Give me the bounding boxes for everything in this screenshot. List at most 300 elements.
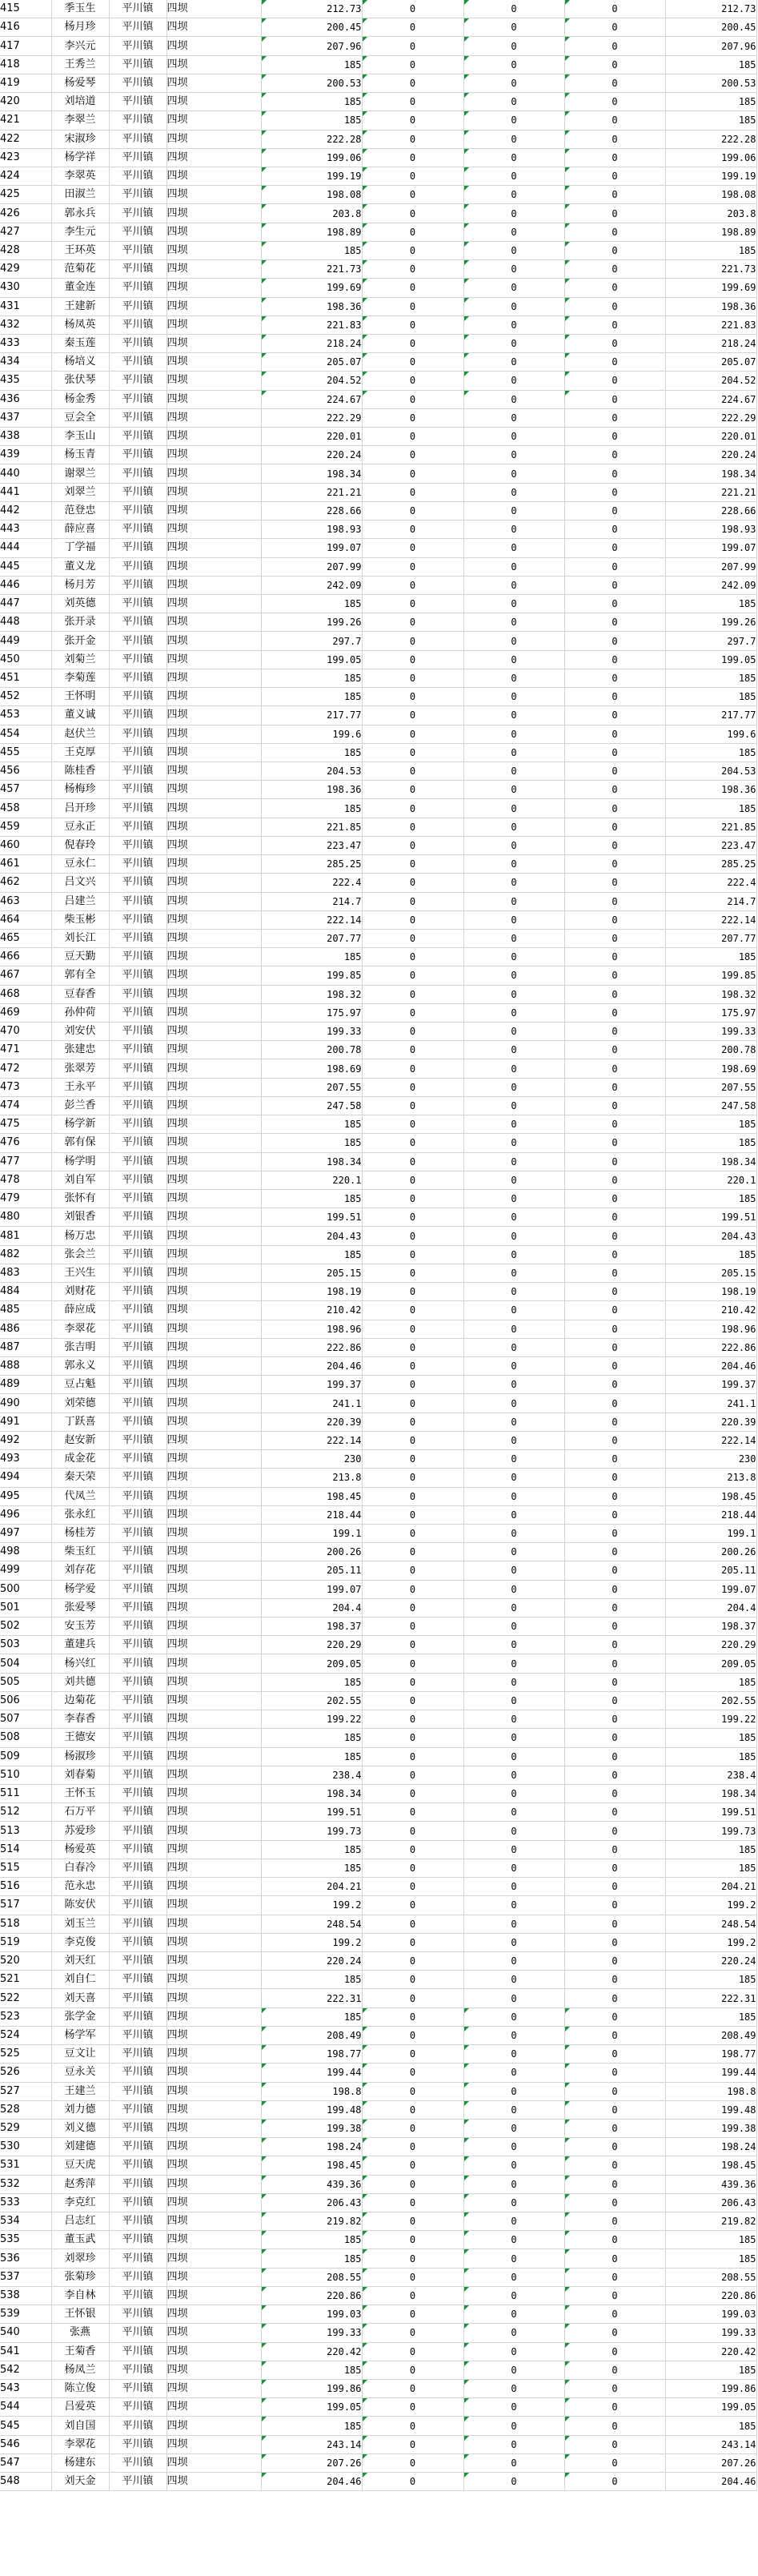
name-cell[interactable]: 刘义德 xyxy=(51,2119,109,2137)
zero-cell-3[interactable]: 0 xyxy=(564,1524,665,1542)
village-cell[interactable]: 四坝 xyxy=(166,2249,261,2268)
zero-cell-3[interactable]: 0 xyxy=(564,260,665,279)
total-cell[interactable]: 200.78 xyxy=(665,1041,756,1059)
village-cell[interactable]: 四坝 xyxy=(166,762,261,780)
town-cell[interactable]: 平川镇 xyxy=(109,669,166,687)
name-cell[interactable]: 孙仲荷 xyxy=(51,1003,109,1022)
zero-cell-2[interactable]: 0 xyxy=(463,2268,564,2286)
zero-cell-2[interactable]: 0 xyxy=(463,892,564,910)
village-cell[interactable]: 四坝 xyxy=(166,74,261,92)
village-cell[interactable]: 四坝 xyxy=(166,2435,261,2453)
town-cell[interactable]: 平川镇 xyxy=(109,2398,166,2417)
zero-cell-3[interactable]: 0 xyxy=(564,2249,665,2268)
total-cell[interactable]: 199.07 xyxy=(665,539,756,557)
zero-cell-1[interactable]: 0 xyxy=(362,2380,463,2398)
name-cell[interactable]: 杨学祥 xyxy=(51,148,109,167)
name-cell[interactable]: 李翠花 xyxy=(51,1320,109,1338)
village-cell[interactable]: 四坝 xyxy=(166,1505,261,1524)
name-cell[interactable]: 豆天虎 xyxy=(51,2156,109,2175)
village-cell[interactable]: 四坝 xyxy=(166,520,261,539)
amount-cell[interactable]: 198.19 xyxy=(261,1283,362,1301)
amount-cell[interactable]: 199.07 xyxy=(261,1580,362,1598)
town-cell[interactable]: 平川镇 xyxy=(109,1096,166,1115)
zero-cell-2[interactable]: 0 xyxy=(463,334,564,352)
name-cell[interactable]: 刘翠兰 xyxy=(51,483,109,501)
town-cell[interactable]: 平川镇 xyxy=(109,1041,166,1059)
name-cell[interactable]: 杨培义 xyxy=(51,353,109,372)
name-cell[interactable]: 豆文让 xyxy=(51,2045,109,2064)
amount-cell[interactable]: 198.34 xyxy=(261,1152,362,1171)
zero-cell-3[interactable]: 0 xyxy=(564,1487,665,1505)
amount-cell[interactable]: 205.07 xyxy=(261,353,362,372)
zero-cell-1[interactable]: 0 xyxy=(362,2064,463,2082)
zero-cell-2[interactable]: 0 xyxy=(463,632,564,650)
village-cell[interactable]: 四坝 xyxy=(166,0,261,18)
zero-cell-3[interactable]: 0 xyxy=(564,1190,665,1208)
row-number-cell[interactable]: 529 xyxy=(0,2119,51,2137)
zero-cell-2[interactable]: 0 xyxy=(463,372,564,390)
town-cell[interactable]: 平川镇 xyxy=(109,1618,166,1636)
town-cell[interactable]: 平川镇 xyxy=(109,2212,166,2231)
total-cell[interactable]: 207.99 xyxy=(665,557,756,576)
zero-cell-3[interactable]: 0 xyxy=(564,967,665,985)
total-cell[interactable]: 185 xyxy=(665,799,756,818)
zero-cell-1[interactable]: 0 xyxy=(362,2193,463,2212)
total-cell[interactable]: 199.73 xyxy=(665,1822,756,1840)
zero-cell-2[interactable]: 0 xyxy=(463,557,564,576)
zero-cell-2[interactable]: 0 xyxy=(463,2138,564,2156)
town-cell[interactable]: 平川镇 xyxy=(109,781,166,799)
village-cell[interactable]: 四坝 xyxy=(166,372,261,390)
zero-cell-3[interactable]: 0 xyxy=(564,1041,665,1059)
row-number-cell[interactable]: 504 xyxy=(0,1654,51,1673)
zero-cell-2[interactable]: 0 xyxy=(463,874,564,892)
row-number-cell[interactable]: 532 xyxy=(0,2175,51,2193)
zero-cell-3[interactable]: 0 xyxy=(564,1933,665,1951)
name-cell[interactable]: 安玉芳 xyxy=(51,1618,109,1636)
town-cell[interactable]: 平川镇 xyxy=(109,148,166,167)
zero-cell-1[interactable]: 0 xyxy=(362,74,463,92)
village-cell[interactable]: 四坝 xyxy=(166,260,261,279)
name-cell[interactable]: 王永平 xyxy=(51,1078,109,1096)
town-cell[interactable]: 平川镇 xyxy=(109,2026,166,2044)
total-cell[interactable]: 208.49 xyxy=(665,2026,756,2044)
zero-cell-2[interactable]: 0 xyxy=(463,818,564,836)
village-cell[interactable]: 四坝 xyxy=(166,1654,261,1673)
zero-cell-2[interactable]: 0 xyxy=(463,1245,564,1264)
zero-cell-3[interactable]: 0 xyxy=(564,18,665,37)
zero-cell-2[interactable]: 0 xyxy=(463,1543,564,1561)
village-cell[interactable]: 四坝 xyxy=(166,2380,261,2398)
zero-cell-1[interactable]: 0 xyxy=(362,1115,463,1134)
zero-cell-1[interactable]: 0 xyxy=(362,1859,463,1877)
total-cell[interactable]: 175.97 xyxy=(665,1003,756,1022)
zero-cell-2[interactable]: 0 xyxy=(463,167,564,185)
zero-cell-3[interactable]: 0 xyxy=(564,576,665,594)
total-cell[interactable]: 198.24 xyxy=(665,2138,756,2156)
zero-cell-2[interactable]: 0 xyxy=(463,428,564,446)
name-cell[interactable]: 董义龙 xyxy=(51,557,109,576)
name-cell[interactable]: 杨月芳 xyxy=(51,576,109,594)
row-number-cell[interactable]: 524 xyxy=(0,2026,51,2044)
total-cell[interactable]: 199.05 xyxy=(665,650,756,669)
town-cell[interactable]: 平川镇 xyxy=(109,0,166,18)
zero-cell-2[interactable]: 0 xyxy=(463,1190,564,1208)
amount-cell[interactable]: 175.97 xyxy=(261,1003,362,1022)
name-cell[interactable]: 田淑兰 xyxy=(51,186,109,204)
zero-cell-1[interactable]: 0 xyxy=(362,1450,463,1469)
total-cell[interactable]: 218.44 xyxy=(665,1505,756,1524)
town-cell[interactable]: 平川镇 xyxy=(109,1376,166,1394)
zero-cell-2[interactable]: 0 xyxy=(463,1915,564,1933)
name-cell[interactable]: 秦天荣 xyxy=(51,1469,109,1487)
village-cell[interactable]: 四坝 xyxy=(166,18,261,37)
town-cell[interactable]: 平川镇 xyxy=(109,1822,166,1840)
amount-cell[interactable]: 185 xyxy=(261,2417,362,2435)
village-cell[interactable]: 四坝 xyxy=(166,334,261,352)
town-cell[interactable]: 平川镇 xyxy=(109,93,166,111)
row-number-cell[interactable]: 547 xyxy=(0,2453,51,2472)
total-cell[interactable]: 198.34 xyxy=(665,464,756,483)
zero-cell-1[interactable]: 0 xyxy=(362,2249,463,2268)
amount-cell[interactable]: 185 xyxy=(261,1747,362,1766)
name-cell[interactable]: 刘共德 xyxy=(51,1673,109,1691)
amount-cell[interactable]: 185 xyxy=(261,743,362,762)
row-number-cell[interactable]: 510 xyxy=(0,1766,51,1784)
zero-cell-1[interactable]: 0 xyxy=(362,706,463,725)
zero-cell-3[interactable]: 0 xyxy=(564,1561,665,1580)
row-number-cell[interactable]: 451 xyxy=(0,669,51,687)
row-number-cell[interactable]: 476 xyxy=(0,1134,51,1152)
town-cell[interactable]: 平川镇 xyxy=(109,2342,166,2361)
name-cell[interactable]: 李春香 xyxy=(51,1710,109,1729)
zero-cell-1[interactable]: 0 xyxy=(362,2007,463,2026)
zero-cell-1[interactable]: 0 xyxy=(362,1245,463,1264)
zero-cell-1[interactable]: 0 xyxy=(362,1394,463,1413)
zero-cell-2[interactable]: 0 xyxy=(463,669,564,687)
zero-cell-3[interactable]: 0 xyxy=(564,2380,665,2398)
name-cell[interactable]: 刘荣德 xyxy=(51,1394,109,1413)
zero-cell-1[interactable]: 0 xyxy=(362,37,463,55)
zero-cell-1[interactable]: 0 xyxy=(362,1041,463,1059)
total-cell[interactable]: 198.32 xyxy=(665,985,756,1003)
zero-cell-1[interactable]: 0 xyxy=(362,1561,463,1580)
total-cell[interactable]: 202.55 xyxy=(665,1691,756,1710)
town-cell[interactable]: 平川镇 xyxy=(109,279,166,297)
name-cell[interactable]: 郭有全 xyxy=(51,967,109,985)
zero-cell-3[interactable]: 0 xyxy=(564,279,665,297)
row-number-cell[interactable]: 502 xyxy=(0,1618,51,1636)
row-number-cell[interactable]: 419 xyxy=(0,74,51,92)
town-cell[interactable]: 平川镇 xyxy=(109,892,166,910)
total-cell[interactable]: 185 xyxy=(665,2361,756,2379)
row-number-cell[interactable]: 485 xyxy=(0,1301,51,1320)
zero-cell-3[interactable]: 0 xyxy=(564,2026,665,2044)
total-cell[interactable]: 198.45 xyxy=(665,2156,756,2175)
row-number-cell[interactable]: 516 xyxy=(0,1878,51,1896)
amount-cell[interactable]: 198.37 xyxy=(261,1618,362,1636)
zero-cell-1[interactable]: 0 xyxy=(362,501,463,520)
zero-cell-3[interactable]: 0 xyxy=(564,446,665,464)
zero-cell-1[interactable]: 0 xyxy=(362,2286,463,2305)
name-cell[interactable]: 王怀明 xyxy=(51,688,109,706)
total-cell[interactable]: 199.05 xyxy=(665,2398,756,2417)
village-cell[interactable]: 四坝 xyxy=(166,1431,261,1449)
zero-cell-3[interactable]: 0 xyxy=(564,2212,665,2231)
zero-cell-1[interactable]: 0 xyxy=(362,1878,463,1896)
amount-cell[interactable]: 210.42 xyxy=(261,1301,362,1320)
zero-cell-1[interactable]: 0 xyxy=(362,1134,463,1152)
zero-cell-3[interactable]: 0 xyxy=(564,985,665,1003)
zero-cell-3[interactable]: 0 xyxy=(564,1301,665,1320)
row-number-cell[interactable]: 464 xyxy=(0,910,51,929)
zero-cell-2[interactable]: 0 xyxy=(463,2193,564,2212)
zero-cell-2[interactable]: 0 xyxy=(463,1580,564,1598)
village-cell[interactable]: 四坝 xyxy=(166,1878,261,1896)
amount-cell[interactable]: 297.7 xyxy=(261,632,362,650)
zero-cell-1[interactable]: 0 xyxy=(362,353,463,372)
village-cell[interactable]: 四坝 xyxy=(166,1487,261,1505)
zero-cell-2[interactable]: 0 xyxy=(463,18,564,37)
town-cell[interactable]: 平川镇 xyxy=(109,1691,166,1710)
zero-cell-2[interactable]: 0 xyxy=(463,799,564,818)
name-cell[interactable]: 赵秀萍 xyxy=(51,2175,109,2193)
row-number-cell[interactable]: 499 xyxy=(0,1561,51,1580)
name-cell[interactable]: 刘天红 xyxy=(51,1951,109,1970)
town-cell[interactable]: 平川镇 xyxy=(109,130,166,148)
row-number-cell[interactable]: 455 xyxy=(0,743,51,762)
town-cell[interactable]: 平川镇 xyxy=(109,1338,166,1356)
village-cell[interactable]: 四坝 xyxy=(166,1729,261,1747)
village-cell[interactable]: 四坝 xyxy=(166,2268,261,2286)
row-number-cell[interactable]: 538 xyxy=(0,2286,51,2305)
row-number-cell[interactable]: 452 xyxy=(0,688,51,706)
village-cell[interactable]: 四坝 xyxy=(166,1896,261,1915)
zero-cell-3[interactable]: 0 xyxy=(564,1356,665,1375)
zero-cell-2[interactable]: 0 xyxy=(463,260,564,279)
row-number-cell[interactable]: 465 xyxy=(0,929,51,947)
amount-cell[interactable]: 199.26 xyxy=(261,613,362,632)
zero-cell-1[interactable]: 0 xyxy=(362,910,463,929)
name-cell[interactable]: 豆永仁 xyxy=(51,855,109,874)
amount-cell[interactable]: 204.21 xyxy=(261,1878,362,1896)
town-cell[interactable]: 平川镇 xyxy=(109,2473,166,2491)
town-cell[interactable]: 平川镇 xyxy=(109,539,166,557)
total-cell[interactable]: 204.21 xyxy=(665,1878,756,1896)
town-cell[interactable]: 平川镇 xyxy=(109,2286,166,2305)
zero-cell-1[interactable]: 0 xyxy=(362,557,463,576)
row-number-cell[interactable]: 436 xyxy=(0,390,51,408)
zero-cell-2[interactable]: 0 xyxy=(463,688,564,706)
town-cell[interactable]: 平川镇 xyxy=(109,2453,166,2472)
total-cell[interactable]: 205.07 xyxy=(665,353,756,372)
row-number-cell[interactable]: 445 xyxy=(0,557,51,576)
village-cell[interactable]: 四坝 xyxy=(166,1115,261,1134)
village-cell[interactable]: 四坝 xyxy=(166,1245,261,1264)
amount-cell[interactable]: 207.77 xyxy=(261,929,362,947)
row-number-cell[interactable]: 442 xyxy=(0,501,51,520)
total-cell[interactable]: 185 xyxy=(665,1840,756,1859)
row-number-cell[interactable]: 542 xyxy=(0,2361,51,2379)
name-cell[interactable]: 吕志红 xyxy=(51,2212,109,2231)
zero-cell-1[interactable]: 0 xyxy=(362,1618,463,1636)
town-cell[interactable]: 平川镇 xyxy=(109,1190,166,1208)
amount-cell[interactable]: 199.03 xyxy=(261,2305,362,2324)
zero-cell-3[interactable]: 0 xyxy=(564,1580,665,1598)
zero-cell-1[interactable]: 0 xyxy=(362,743,463,762)
row-number-cell[interactable]: 474 xyxy=(0,1096,51,1115)
village-cell[interactable]: 四坝 xyxy=(166,650,261,669)
total-cell[interactable]: 213.8 xyxy=(665,1469,756,1487)
village-cell[interactable]: 四坝 xyxy=(166,1543,261,1561)
total-cell[interactable]: 200.26 xyxy=(665,1543,756,1561)
village-cell[interactable]: 四坝 xyxy=(166,539,261,557)
village-cell[interactable]: 四坝 xyxy=(166,855,261,874)
name-cell[interactable]: 刘安伏 xyxy=(51,1023,109,1041)
row-number-cell[interactable]: 507 xyxy=(0,1710,51,1729)
village-cell[interactable]: 四坝 xyxy=(166,2398,261,2417)
town-cell[interactable]: 平川镇 xyxy=(109,1766,166,1784)
total-cell[interactable]: 241.1 xyxy=(665,1394,756,1413)
total-cell[interactable]: 439.36 xyxy=(665,2175,756,2193)
village-cell[interactable]: 四坝 xyxy=(166,557,261,576)
row-number-cell[interactable]: 483 xyxy=(0,1264,51,1282)
row-number-cell[interactable]: 480 xyxy=(0,1208,51,1227)
total-cell[interactable]: 204.46 xyxy=(665,1356,756,1375)
total-cell[interactable]: 224.67 xyxy=(665,390,756,408)
total-cell[interactable]: 198.69 xyxy=(665,1059,756,1078)
zero-cell-2[interactable]: 0 xyxy=(463,1487,564,1505)
zero-cell-2[interactable]: 0 xyxy=(463,241,564,259)
row-number-cell[interactable]: 463 xyxy=(0,892,51,910)
name-cell[interactable]: 李自林 xyxy=(51,2286,109,2305)
amount-cell[interactable]: 199.48 xyxy=(261,2100,362,2119)
row-number-cell[interactable]: 466 xyxy=(0,948,51,967)
name-cell[interactable]: 范菊花 xyxy=(51,260,109,279)
zero-cell-2[interactable]: 0 xyxy=(463,1618,564,1636)
zero-cell-2[interactable]: 0 xyxy=(463,1636,564,1654)
name-cell[interactable]: 张爱琴 xyxy=(51,1598,109,1617)
zero-cell-1[interactable]: 0 xyxy=(362,2268,463,2286)
name-cell[interactable]: 李克红 xyxy=(51,2193,109,2212)
name-cell[interactable]: 杨爱琴 xyxy=(51,74,109,92)
name-cell[interactable]: 柴玉红 xyxy=(51,1543,109,1561)
zero-cell-2[interactable]: 0 xyxy=(463,1264,564,1282)
town-cell[interactable]: 平川镇 xyxy=(109,1747,166,1766)
name-cell[interactable]: 刘翠珍 xyxy=(51,2249,109,2268)
name-cell[interactable]: 张燕 xyxy=(51,2324,109,2342)
zero-cell-3[interactable]: 0 xyxy=(564,2064,665,2082)
zero-cell-3[interactable]: 0 xyxy=(564,632,665,650)
town-cell[interactable]: 平川镇 xyxy=(109,855,166,874)
town-cell[interactable]: 平川镇 xyxy=(109,446,166,464)
zero-cell-3[interactable]: 0 xyxy=(564,818,665,836)
name-cell[interactable]: 杨万忠 xyxy=(51,1227,109,1245)
amount-cell[interactable]: 198.45 xyxy=(261,2156,362,2175)
zero-cell-1[interactable]: 0 xyxy=(362,2417,463,2435)
village-cell[interactable]: 四坝 xyxy=(166,1598,261,1617)
zero-cell-3[interactable]: 0 xyxy=(564,1208,665,1227)
zero-cell-3[interactable]: 0 xyxy=(564,1096,665,1115)
village-cell[interactable]: 四坝 xyxy=(166,1413,261,1431)
zero-cell-1[interactable]: 0 xyxy=(362,297,463,315)
name-cell[interactable]: 李克俊 xyxy=(51,1933,109,1951)
zero-cell-3[interactable]: 0 xyxy=(564,2007,665,2026)
amount-cell[interactable]: 185 xyxy=(261,93,362,111)
village-cell[interactable]: 四坝 xyxy=(166,1171,261,1189)
name-cell[interactable]: 白春冷 xyxy=(51,1859,109,1877)
row-number-cell[interactable]: 544 xyxy=(0,2398,51,2417)
zero-cell-1[interactable]: 0 xyxy=(362,334,463,352)
zero-cell-3[interactable]: 0 xyxy=(564,372,665,390)
total-cell[interactable]: 199.03 xyxy=(665,2305,756,2324)
amount-cell[interactable]: 198.32 xyxy=(261,985,362,1003)
name-cell[interactable]: 刘玉兰 xyxy=(51,1915,109,1933)
village-cell[interactable]: 四坝 xyxy=(166,1078,261,1096)
row-number-cell[interactable]: 535 xyxy=(0,2231,51,2249)
village-cell[interactable]: 四坝 xyxy=(166,2007,261,2026)
name-cell[interactable]: 吕爱英 xyxy=(51,2398,109,2417)
town-cell[interactable]: 平川镇 xyxy=(109,1803,166,1822)
row-number-cell[interactable]: 431 xyxy=(0,297,51,315)
amount-cell[interactable]: 219.82 xyxy=(261,2212,362,2231)
row-number-cell[interactable]: 432 xyxy=(0,315,51,334)
total-cell[interactable]: 185 xyxy=(665,1859,756,1877)
village-cell[interactable]: 四坝 xyxy=(166,1971,261,1989)
total-cell[interactable]: 199.85 xyxy=(665,967,756,985)
town-cell[interactable]: 平川镇 xyxy=(109,2435,166,2453)
town-cell[interactable]: 平川镇 xyxy=(109,910,166,929)
zero-cell-2[interactable]: 0 xyxy=(463,855,564,874)
total-cell[interactable]: 185 xyxy=(665,1190,756,1208)
zero-cell-3[interactable]: 0 xyxy=(564,2119,665,2137)
row-number-cell[interactable]: 494 xyxy=(0,1469,51,1487)
zero-cell-3[interactable]: 0 xyxy=(564,1059,665,1078)
zero-cell-1[interactable]: 0 xyxy=(362,1636,463,1654)
zero-cell-2[interactable]: 0 xyxy=(463,1003,564,1022)
zero-cell-1[interactable]: 0 xyxy=(362,372,463,390)
total-cell[interactable]: 198.34 xyxy=(665,1152,756,1171)
zero-cell-3[interactable]: 0 xyxy=(564,2453,665,2472)
town-cell[interactable]: 平川镇 xyxy=(109,613,166,632)
zero-cell-1[interactable]: 0 xyxy=(362,2435,463,2453)
village-cell[interactable]: 四坝 xyxy=(166,1376,261,1394)
zero-cell-2[interactable]: 0 xyxy=(463,1041,564,1059)
zero-cell-1[interactable]: 0 xyxy=(362,1524,463,1542)
amount-cell[interactable]: 198.93 xyxy=(261,520,362,539)
zero-cell-1[interactable]: 0 xyxy=(362,948,463,967)
zero-cell-3[interactable]: 0 xyxy=(564,353,665,372)
village-cell[interactable]: 四坝 xyxy=(166,241,261,259)
name-cell[interactable]: 豆永正 xyxy=(51,818,109,836)
town-cell[interactable]: 平川镇 xyxy=(109,1561,166,1580)
zero-cell-2[interactable]: 0 xyxy=(463,1673,564,1691)
village-cell[interactable]: 四坝 xyxy=(166,1301,261,1320)
zero-cell-2[interactable]: 0 xyxy=(463,2453,564,2472)
row-number-cell[interactable]: 447 xyxy=(0,595,51,613)
amount-cell[interactable]: 199.33 xyxy=(261,2324,362,2342)
row-number-cell[interactable]: 537 xyxy=(0,2268,51,2286)
zero-cell-2[interactable]: 0 xyxy=(463,204,564,223)
village-cell[interactable]: 四坝 xyxy=(166,1747,261,1766)
zero-cell-2[interactable]: 0 xyxy=(463,2286,564,2305)
name-cell[interactable]: 杨桂芳 xyxy=(51,1524,109,1542)
zero-cell-1[interactable]: 0 xyxy=(362,167,463,185)
total-cell[interactable]: 214.7 xyxy=(665,892,756,910)
row-number-cell[interactable]: 435 xyxy=(0,372,51,390)
name-cell[interactable]: 赵伏兰 xyxy=(51,725,109,743)
amount-cell[interactable]: 208.55 xyxy=(261,2268,362,2286)
